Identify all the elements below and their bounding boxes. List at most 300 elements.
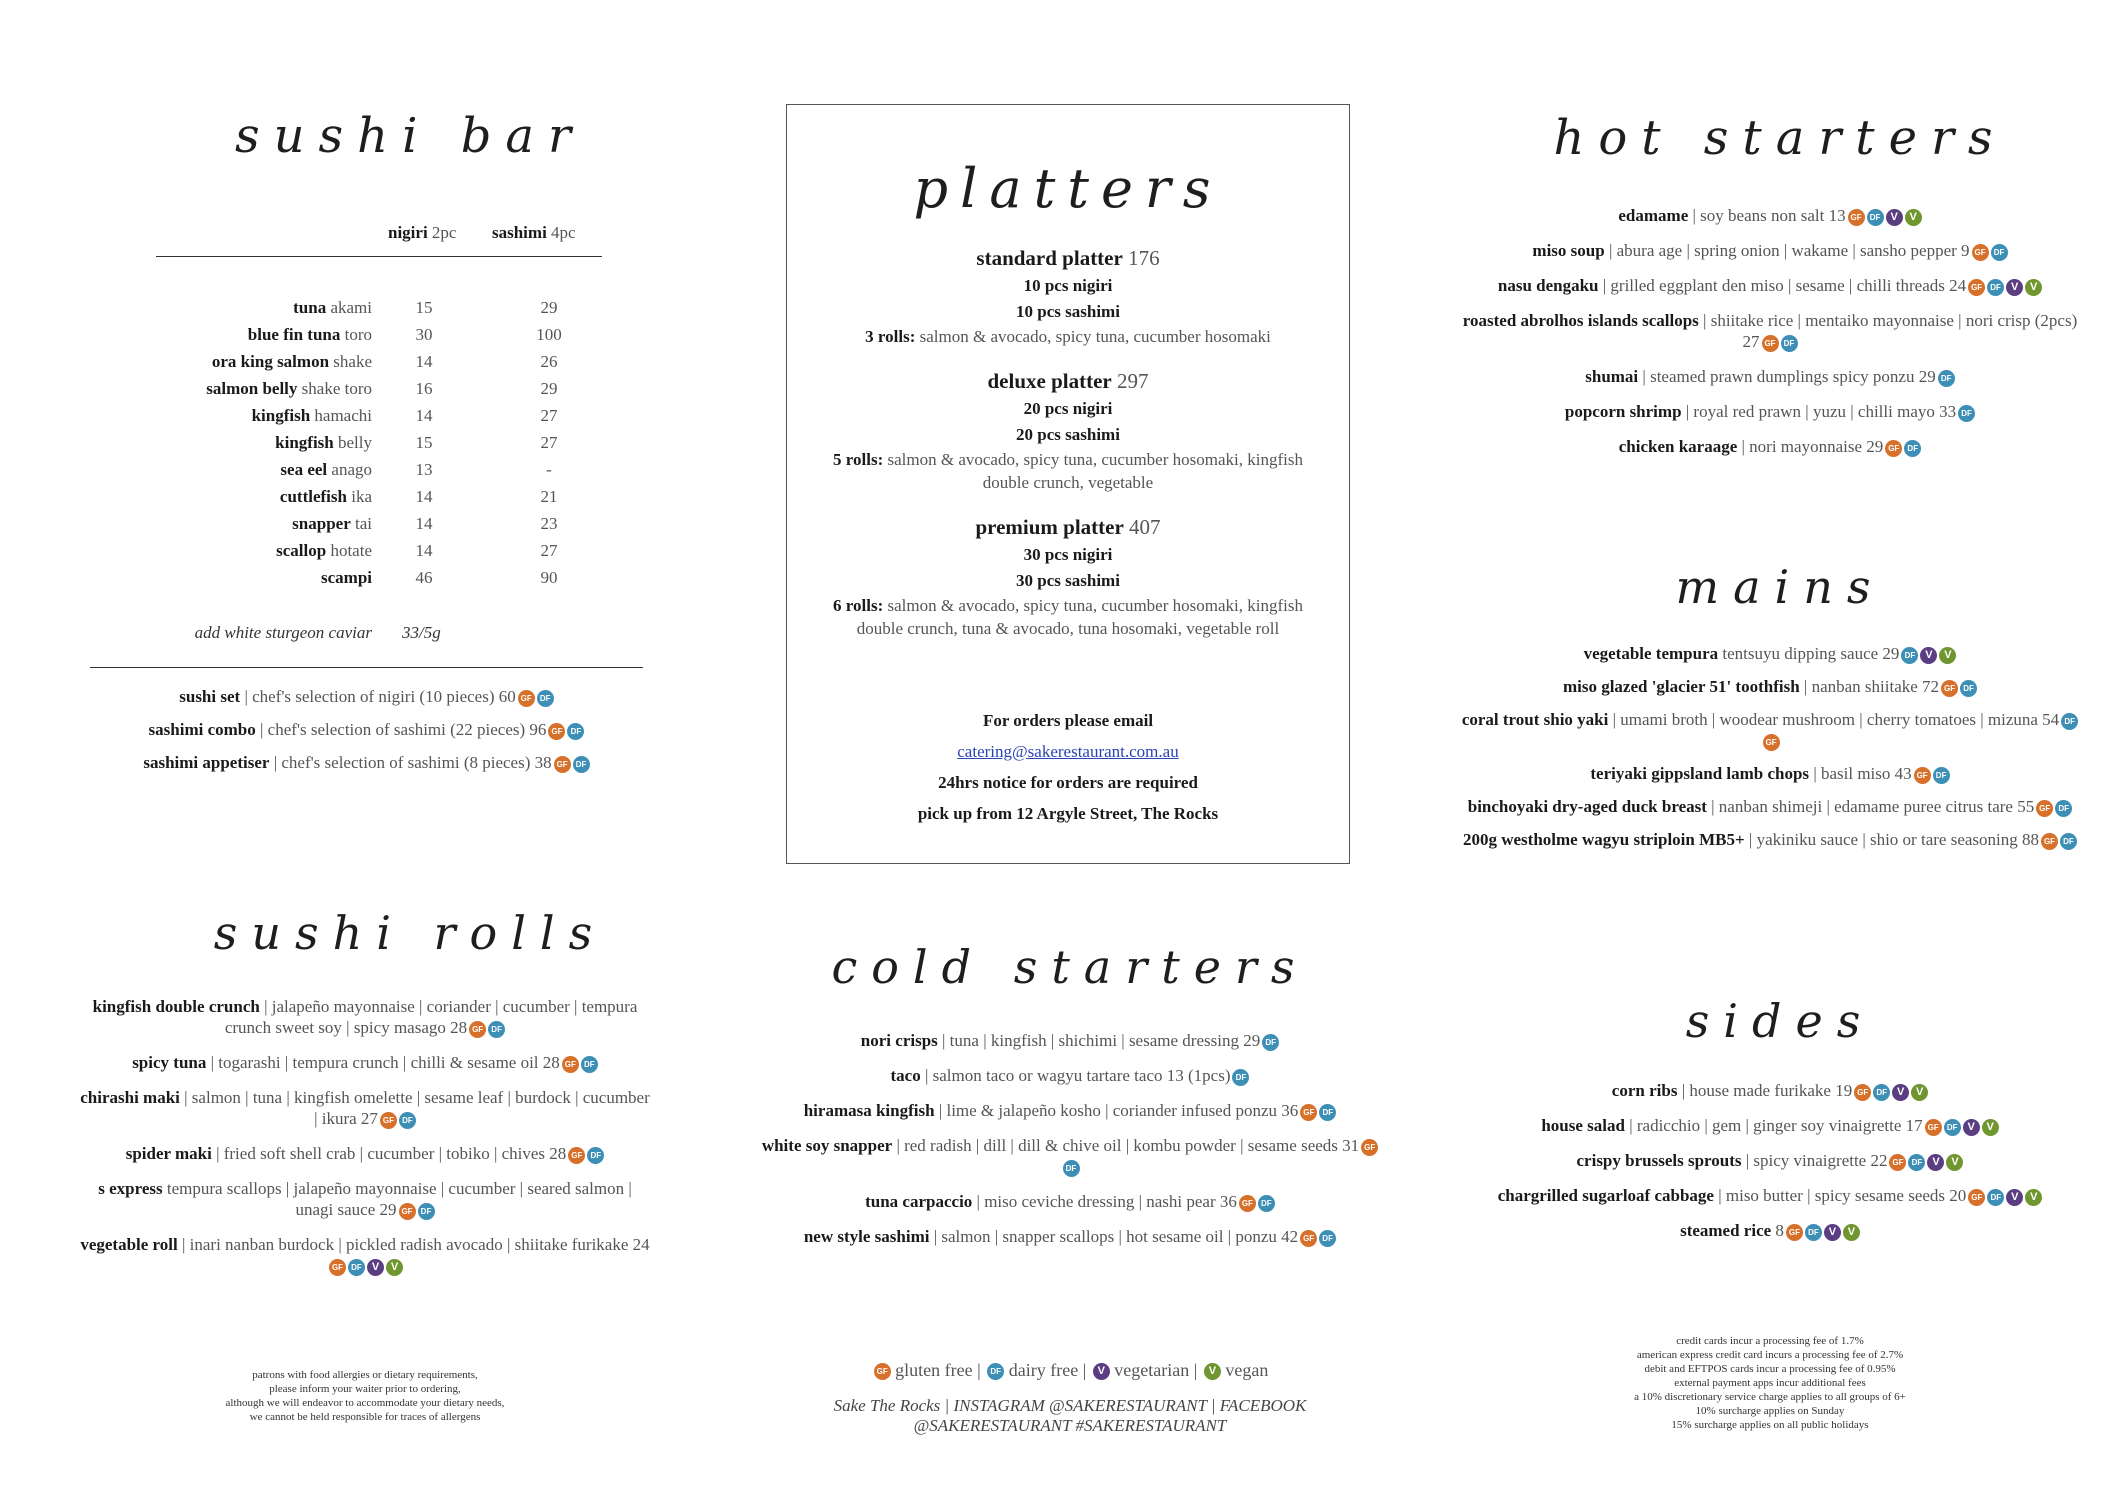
gf-badge-icon: GF — [380, 1112, 397, 1129]
vg-badge-icon: V — [1982, 1119, 1999, 1136]
menu-item — [80, 1087, 650, 1129]
menu-item — [1460, 310, 2080, 352]
platters-box — [786, 104, 1350, 864]
fish-japanese-name: shake — [329, 352, 372, 371]
nigiri-price: 14 — [415, 352, 433, 371]
sashimi-price: 100 — [536, 325, 562, 344]
menu-item-name: miso soup — [1532, 241, 1605, 260]
df-badge-icon: DF — [1944, 1119, 1961, 1136]
platter-rolls: salmon & avocado, spicy tuna, cucumber hosomaki, kingfish double crunch, vegetable — [883, 450, 1303, 492]
gf-badge-icon: GF — [2036, 800, 2053, 817]
platter-rolls-label: 3 rolls: — [865, 327, 916, 346]
fees-note-line: 15% surcharge applies on all public holidays — [1671, 1419, 1869, 1431]
sushi-bar-header-divider — [156, 256, 602, 257]
v-badge-icon: V — [1892, 1084, 1909, 1101]
set-name: sashimi combo — [148, 720, 256, 739]
menu-item — [80, 1234, 650, 1276]
df-badge-icon: DF — [488, 1021, 505, 1038]
gf-badge-icon: GF — [1763, 734, 1780, 751]
platter-contents: 10 pcs sashimi — [1016, 302, 1120, 321]
menu-item-name: vegetable tempura — [1583, 644, 1719, 663]
sushi-bar-row — [150, 540, 610, 567]
legend-label: vegetarian — [1114, 1360, 1190, 1380]
menu-item-description: | nori mayonnaise 29 — [1737, 437, 1884, 456]
df-badge-icon: DF — [1319, 1104, 1336, 1121]
df-badge-icon: DF — [1960, 680, 1977, 697]
menu-item — [760, 1030, 1380, 1051]
menu-item — [80, 996, 650, 1038]
menu-item-description: | miso butter | spicy sesame seeds 20 — [1713, 1186, 1967, 1205]
menu-item-description: | shiitake rice | mentaiko mayonnaise | nori crisp (2pcs) 27 — [1698, 311, 2078, 351]
menu-item — [1460, 275, 2080, 296]
sashimi-price: 29 — [540, 298, 558, 317]
caviar-price: 33/5g — [402, 623, 441, 642]
menu-item-name: binchoyaki dry-aged duck breast — [1467, 797, 1707, 816]
df-badge-icon: DF — [1063, 1160, 1080, 1177]
social-line-1: Sake The Rocks | INSTAGRAM @SAKERESTAURANT | FACEBOOK — [833, 1396, 1307, 1415]
sashimi-price: 27 — [540, 433, 558, 452]
hot-starters-heading: hot starters — [1553, 110, 2007, 166]
platter-contents: 30 pcs sashimi — [1016, 571, 1120, 590]
gf-badge-icon: GF — [568, 1147, 585, 1164]
menu-item-name: new style sashimi — [803, 1227, 930, 1246]
sides-heading: sides — [1685, 994, 1875, 1048]
gf-badge-icon: GF — [1786, 1224, 1803, 1241]
vg-badge-icon: V — [1843, 1224, 1860, 1241]
menu-item — [1460, 676, 2080, 697]
menu-item — [1460, 796, 2080, 817]
menu-item — [80, 1052, 650, 1073]
hot-starters-list — [1460, 205, 2080, 471]
df-badge-icon: DF — [1938, 370, 1955, 387]
gf-badge-icon: GF — [329, 1259, 346, 1276]
set-item — [90, 686, 643, 707]
gf-badge-icon: GF — [469, 1021, 486, 1038]
fish-japanese-name: akami — [326, 298, 372, 317]
set-description: | chef's selection of sashimi (8 pieces) 38 — [269, 753, 552, 772]
gf-badge-icon: GF — [1239, 1195, 1256, 1212]
vg-badge-icon: V — [1911, 1084, 1928, 1101]
gf-badge-icon: GF — [399, 1203, 416, 1220]
menu-item-name: steamed rice — [1680, 1221, 1772, 1240]
menu-item-name: shumai — [1585, 367, 1639, 386]
menu-item-name: vegetable roll — [80, 1235, 178, 1254]
fish-name: kingfish — [275, 433, 334, 452]
sushi-rolls-list — [80, 996, 650, 1290]
social-line-2: @SAKERESTAURANT #SAKERESTAURANT — [913, 1416, 1227, 1435]
df-badge-icon: DF — [1987, 279, 2004, 296]
menu-item — [1460, 709, 2080, 751]
df-badge-icon: DF — [537, 690, 554, 707]
legend-label: gluten free — [895, 1360, 973, 1380]
menu-item-description: | salmon | snapper scallops | hot sesame oil | ponzu 42 — [929, 1227, 1299, 1246]
platter-price: 407 — [1123, 515, 1161, 539]
nigiri-price: 15 — [415, 298, 433, 317]
fish-name: snapper — [292, 514, 351, 533]
fees-note-line: external payment apps incur additional fees — [1674, 1377, 1866, 1389]
nigiri-price: 14 — [415, 541, 433, 560]
vg-legend-icon: V — [1204, 1363, 1221, 1380]
df-badge-icon: DF — [587, 1147, 604, 1164]
legend-label: dairy free — [1008, 1360, 1079, 1380]
menu-item-description: | fried soft shell crab | cucumber | tobiko | chives 28 — [211, 1144, 567, 1163]
df-badge-icon: DF — [1232, 1069, 1249, 1086]
fish-name: salmon belly — [206, 379, 298, 398]
sushi-bar-row — [150, 324, 610, 351]
menu-item-description: | inari nanban burdock | pickled radish avocado | shiitake furikake 24 — [177, 1235, 650, 1254]
sushi-bar-row — [150, 567, 610, 594]
social-links — [760, 1396, 1380, 1436]
sushi-bar-row — [150, 513, 610, 540]
menu-item — [1460, 1185, 2080, 1206]
gf-badge-icon: GF — [1941, 680, 1958, 697]
gf-badge-icon: GF — [562, 1056, 579, 1073]
menu-item — [760, 1226, 1380, 1247]
menu-item-description: | grilled eggplant den miso | sesame | chilli threads 24 — [1598, 276, 1967, 295]
menu-item-description: | tuna | kingfish | shichimi | sesame dressing 29 — [937, 1031, 1261, 1050]
vg-badge-icon: V — [1939, 647, 1956, 664]
v-badge-icon: V — [1824, 1224, 1841, 1241]
fish-japanese-name: ika — [346, 487, 372, 506]
set-description: | chef's selection of sashimi (22 pieces) 96 — [255, 720, 547, 739]
mains-list — [1460, 643, 2080, 862]
orders-notice: 24hrs notice for orders are required — [938, 773, 1198, 792]
fish-japanese-name: tai — [350, 514, 372, 533]
fish-name: ora king salmon — [211, 352, 330, 371]
sashimi-price: 26 — [540, 352, 558, 371]
menu-item-name: corn ribs — [1611, 1081, 1678, 1100]
gf-badge-icon: GF — [1885, 440, 1902, 457]
menu-item-description: | radicchio | gem | ginger soy vinaigrette 17 — [1624, 1116, 1923, 1135]
gf-badge-icon: GF — [1925, 1119, 1942, 1136]
menu-item-description: | steamed prawn dumplings spicy ponzu 29 — [1638, 367, 1936, 386]
menu-item — [760, 1100, 1380, 1121]
menu-item-description: | basil miso 43 — [1809, 764, 1912, 783]
df-badge-icon: DF — [1781, 335, 1798, 352]
nigiri-price: 46 — [415, 568, 433, 587]
platter-rolls: salmon & avocado, spicy tuna, cucumber hosomaki, kingfish double crunch, tuna & avocado, tuna hosomaki, vegetable roll — [856, 596, 1303, 638]
sushi-bar-row — [150, 378, 610, 405]
menu-item — [1460, 240, 2080, 261]
menu-item-description: | abura age | spring onion | wakame | sansho pepper 9 — [1604, 241, 1970, 260]
sashimi-price: 29 — [540, 379, 558, 398]
df-badge-icon: DF — [567, 723, 584, 740]
menu-item-description: | spicy vinaigrette 22 — [1741, 1151, 1888, 1170]
sashimi-price: 23 — [540, 514, 558, 533]
platter-rolls: salmon & avocado, spicy tuna, cucumber hosomaki — [915, 327, 1271, 346]
fish-japanese-name: belly — [333, 433, 372, 452]
menu-item-description: | yakiniku sauce | shio or tare seasoning 88 — [1744, 830, 2039, 849]
gf-badge-icon: GF — [1972, 244, 1989, 261]
df-badge-icon: DF — [581, 1056, 598, 1073]
platter-contents: 20 pcs nigiri — [1023, 399, 1113, 418]
sushi-bar-row — [150, 405, 610, 432]
menu-item-name: hiramasa kingfish — [803, 1101, 935, 1120]
menu-item-name: tuna carpaccio — [865, 1192, 973, 1211]
nigiri-price: 16 — [415, 379, 433, 398]
df-legend-icon: DF — [987, 1363, 1004, 1380]
menu-item-description: 8 — [1771, 1221, 1784, 1240]
sashimi-price: 27 — [540, 541, 558, 560]
fish-japanese-name: toro — [340, 325, 372, 344]
gf-badge-icon: GF — [1854, 1084, 1871, 1101]
menu-item-description: | togarashi | tempura crunch | chilli & sesame oil 28 — [206, 1053, 560, 1072]
v-badge-icon: V — [1920, 647, 1937, 664]
fees-note-line: credit cards incur a processing fee of 1.7% — [1676, 1335, 1864, 1347]
menu-item-description: | royal red prawn | yuzu | chilli mayo 33 — [1681, 402, 1957, 421]
df-badge-icon: DF — [1933, 767, 1950, 784]
menu-item-description: tentsuyu dipping sauce 29 — [1718, 644, 1900, 663]
v-badge-icon: V — [1886, 209, 1903, 226]
fees-note-line: a 10% discretionary service charge applies to all groups of 6+ — [1634, 1391, 1906, 1403]
sashimi-column-header: sashimi 4pc — [492, 223, 576, 242]
v-badge-icon: V — [367, 1259, 384, 1276]
gf-badge-icon: GF — [1889, 1154, 1906, 1171]
df-badge-icon: DF — [1958, 405, 1975, 422]
fish-name: tuna — [293, 298, 327, 317]
fish-name: kingfish — [251, 406, 311, 425]
fees-note-line: 10% surcharge applies on Sunday — [1695, 1405, 1845, 1417]
menu-item-description: | salmon taco or wagyu tartare taco 13 (1pcs) — [920, 1066, 1231, 1085]
menu-item-description: tempura scallops | jalapeño mayonnaise | cucumber | seared salmon | unagi sauce 29 — [162, 1179, 632, 1219]
menu-item-name: spicy tuna — [132, 1053, 207, 1072]
sushi-bar-row — [150, 297, 610, 324]
fees-note — [1560, 1334, 1980, 1432]
nigiri-price: 15 — [415, 433, 433, 452]
sushi-bar-heading: sushi bar — [235, 108, 585, 164]
gf-badge-icon: GF — [1914, 767, 1931, 784]
menu-item-name: chargrilled sugarloaf cabbage — [1497, 1186, 1714, 1205]
fees-note-line: american express credit card incurs a processing fee of 2.7% — [1636, 1349, 1904, 1361]
gf-badge-icon: GF — [1968, 279, 1985, 296]
platter-name: standard platter — [976, 246, 1123, 270]
menu-item-name: s express — [98, 1179, 163, 1198]
sushi-bar-row — [150, 459, 610, 486]
gf-badge-icon: GF — [1762, 335, 1779, 352]
menu-item-description: | red radish | dill | dill & chive oil | kombu powder | sesame seeds 31 — [892, 1136, 1360, 1155]
df-badge-icon: DF — [418, 1203, 435, 1220]
menu-item — [80, 1178, 650, 1220]
sushi-sets — [90, 686, 643, 785]
platter-name: premium platter — [975, 515, 1124, 539]
menu-item-name: nori crisps — [860, 1031, 938, 1050]
orders-info — [807, 705, 1329, 829]
df-badge-icon: DF — [348, 1259, 365, 1276]
menu-item-name: coral trout shio yaki — [1461, 710, 1609, 729]
gf-badge-icon: GF — [1300, 1230, 1317, 1247]
menu-item-name: taco — [890, 1066, 921, 1085]
menu-item-description: | nanban shimeji | edamame puree citrus tare 55 — [1706, 797, 2035, 816]
set-name: sushi set — [179, 687, 241, 706]
menu-item — [760, 1191, 1380, 1212]
sushi-bar-row — [150, 432, 610, 459]
menu-item — [1460, 436, 2080, 457]
menu-item-name: white soy snapper — [761, 1136, 893, 1155]
df-badge-icon: DF — [1873, 1084, 1890, 1101]
cold-starters-list — [760, 1030, 1380, 1261]
menu-item-name: nasu dengaku — [1497, 276, 1599, 295]
menu-item — [1460, 763, 2080, 784]
gf-badge-icon: GF — [1968, 1189, 1985, 1206]
platter-price: 176 — [1122, 246, 1160, 270]
df-badge-icon: DF — [1805, 1224, 1822, 1241]
fish-name: scampi — [321, 568, 372, 587]
legend-label: vegan — [1225, 1360, 1269, 1380]
platter-price: 297 — [1111, 369, 1149, 393]
df-badge-icon: DF — [2055, 800, 2072, 817]
v-badge-icon: V — [1927, 1154, 1944, 1171]
nigiri-price: 14 — [415, 406, 433, 425]
fish-japanese-name: anago — [327, 460, 372, 479]
df-badge-icon: DF — [399, 1112, 416, 1129]
gf-badge-icon: GF — [1300, 1104, 1317, 1121]
sushi-bar-row — [150, 351, 610, 378]
menu-item — [1460, 1220, 2080, 1241]
fish-japanese-name: hamachi — [310, 406, 372, 425]
sushi-bar-footer-divider — [90, 667, 643, 668]
platter-contents: 20 pcs sashimi — [1016, 425, 1120, 444]
menu-item-name: chicken karaage — [1618, 437, 1738, 456]
platters-list — [807, 243, 1329, 658]
cold-starters-heading: cold starters — [831, 940, 1309, 994]
df-badge-icon: DF — [1987, 1189, 2004, 1206]
gf-badge-icon: GF — [1361, 1139, 1378, 1156]
fish-japanese-name: shake toro — [297, 379, 372, 398]
mains-heading: mains — [1675, 560, 1885, 614]
df-badge-icon: DF — [1258, 1195, 1275, 1212]
catering-email-link[interactable]: catering@sakerestaurant.com.au — [957, 742, 1179, 761]
platter-contents: 10 pcs nigiri — [1023, 276, 1113, 295]
menu-item-name: spider maki — [125, 1144, 212, 1163]
nigiri-column-header: nigiri 2pc — [388, 223, 457, 242]
gf-legend-icon: GF — [874, 1363, 891, 1380]
v-badge-icon: V — [1963, 1119, 1980, 1136]
platter-item — [807, 512, 1329, 640]
gf-badge-icon: GF — [1848, 209, 1865, 226]
allergy-note-line: please inform your waiter prior to ordering, — [269, 1383, 461, 1395]
v-badge-icon: V — [2006, 279, 2023, 296]
platters-heading: platters — [913, 157, 1223, 220]
menu-item-description: | nanban shiitake 72 — [1799, 677, 1940, 696]
platter-contents: 30 pcs nigiri — [1023, 545, 1113, 564]
platter-item — [807, 243, 1329, 348]
sashimi-price: 27 — [540, 406, 558, 425]
sashimi-price: 21 — [540, 487, 558, 506]
fish-name: sea eel — [280, 460, 328, 479]
df-badge-icon: DF — [1901, 647, 1918, 664]
vg-badge-icon: V — [1946, 1154, 1963, 1171]
platter-item — [807, 366, 1329, 494]
menu-item-name: crispy brussels sprouts — [1576, 1151, 1742, 1170]
menu-item — [1460, 643, 2080, 664]
nigiri-price: 14 — [415, 487, 433, 506]
menu-item — [1460, 401, 2080, 422]
sushi-bar-table — [150, 297, 610, 594]
menu-item — [1460, 829, 2080, 850]
menu-item — [1460, 1080, 2080, 1101]
menu-item-name: roasted abrolhos islands scallops — [1462, 311, 1699, 330]
df-badge-icon: DF — [1904, 440, 1921, 457]
df-badge-icon: DF — [573, 756, 590, 773]
set-item — [90, 752, 643, 773]
menu-item — [1460, 366, 2080, 387]
set-item — [90, 719, 643, 740]
df-badge-icon: DF — [2060, 833, 2077, 850]
orders-email-label: For orders please email — [982, 711, 1154, 730]
menu-item — [760, 1135, 1380, 1177]
df-badge-icon: DF — [1991, 244, 2008, 261]
sashimi-price: - — [546, 460, 552, 479]
menu-item-description: | salmon | tuna | kingfish omelette | sesame leaf | burdock | cucumber | ikura 27 — [179, 1088, 650, 1128]
df-badge-icon: DF — [1262, 1034, 1279, 1051]
menu-item-name: chirashi maki — [80, 1088, 180, 1107]
menu-item — [1460, 1115, 2080, 1136]
fish-name: cuttlefish — [279, 487, 347, 506]
menu-item-name: teriyaki gippsland lamb chops — [1590, 764, 1810, 783]
menu-item — [1460, 205, 2080, 226]
df-badge-icon: DF — [1319, 1230, 1336, 1247]
set-name: sashimi appetiser — [143, 753, 270, 772]
platter-rolls-label: 6 rolls: — [833, 596, 884, 615]
menu-item — [80, 1143, 650, 1164]
menu-item — [1460, 1150, 2080, 1171]
set-description: | chef's selection of nigiri (10 pieces) 60 — [240, 687, 516, 706]
platter-name: deluxe platter — [987, 369, 1112, 393]
sides-list — [1460, 1080, 2080, 1255]
gf-badge-icon: GF — [554, 756, 571, 773]
gf-badge-icon: GF — [548, 723, 565, 740]
allergy-note-line: patrons with food allergies or dietary requirements, — [252, 1369, 478, 1381]
df-badge-icon: DF — [1867, 209, 1884, 226]
fish-name: blue fin tuna — [247, 325, 341, 344]
menu-item-name: kingfish double crunch — [92, 997, 260, 1016]
gf-badge-icon: GF — [2041, 833, 2058, 850]
v-legend-icon: V — [1093, 1363, 1110, 1380]
nigiri-price: 13 — [415, 460, 433, 479]
sashimi-price: 90 — [540, 568, 558, 587]
vg-badge-icon: V — [2025, 1189, 2042, 1206]
platter-rolls-label: 5 rolls: — [833, 450, 884, 469]
menu-item-description: | umami broth | woodear mushroom | cherry tomatoes | mizuna 54 — [1608, 710, 2060, 729]
menu-item-description: | jalapeño mayonnaise | coriander | cucumber | tempura crunch sweet soy | spicy masago 28 — [224, 997, 638, 1037]
allergy-note — [130, 1368, 600, 1424]
menu-item-name: house salad — [1541, 1116, 1625, 1135]
sushi-rolls-heading: sushi rolls — [213, 906, 607, 960]
vg-badge-icon: V — [2025, 279, 2042, 296]
menu-item-name: 200g westholme wagyu striploin MB5+ — [1462, 830, 1745, 849]
df-badge-icon: DF — [2061, 713, 2078, 730]
vg-badge-icon: V — [386, 1259, 403, 1276]
menu-item-description: | miso ceviche dressing | nashi pear 36 — [972, 1192, 1237, 1211]
nigiri-price: 14 — [415, 514, 433, 533]
menu-item — [760, 1065, 1380, 1086]
vg-badge-icon: V — [1905, 209, 1922, 226]
menu-item-description: | soy beans non salt 13 — [1688, 206, 1846, 225]
dietary-legend: GF gluten free | DF dairy free | V vegetarian | V vegan — [760, 1360, 1380, 1381]
nigiri-price: 30 — [415, 325, 433, 344]
menu-item-description: | house made furikake 19 — [1677, 1081, 1853, 1100]
pickup-address: pick up from 12 Argyle Street, The Rocks — [917, 804, 1219, 823]
fees-note-line: debit and EFTPOS cards incur a processing fee of 0.95% — [1644, 1363, 1896, 1375]
menu-item-name: miso glazed 'glacier 51' toothfish — [1562, 677, 1800, 696]
fish-japanese-name: hotate — [326, 541, 372, 560]
sushi-bar-row — [150, 486, 610, 513]
menu-item-name: popcorn shrimp — [1564, 402, 1682, 421]
gf-badge-icon: GF — [518, 690, 535, 707]
df-badge-icon: DF — [1908, 1154, 1925, 1171]
menu-item-name: edamame — [1618, 206, 1689, 225]
menu-item-description: | lime & jalapeño kosho | coriander infused ponzu 36 — [934, 1101, 1299, 1120]
